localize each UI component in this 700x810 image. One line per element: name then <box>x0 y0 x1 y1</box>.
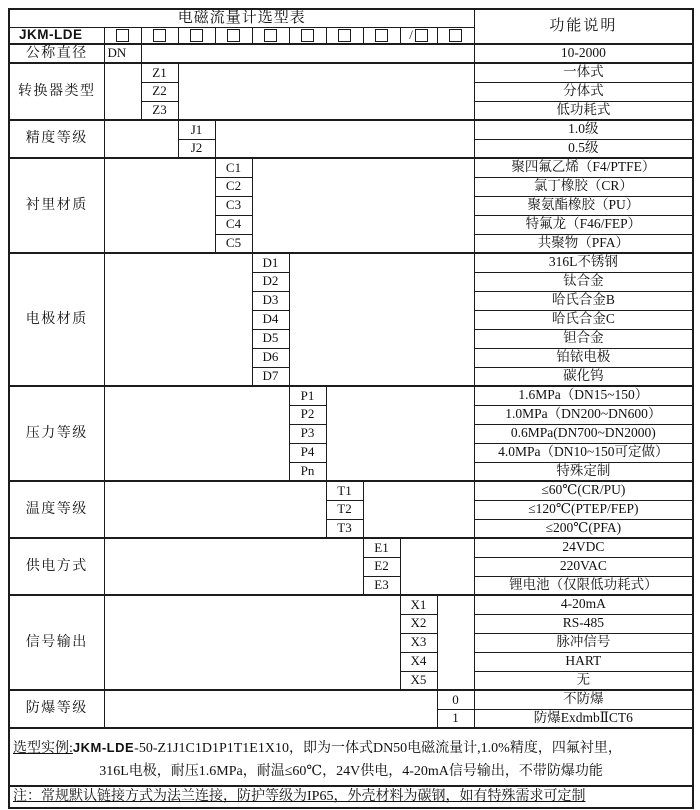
code-x5: X5 <box>400 671 437 690</box>
model-checkbox-2 <box>141 27 178 44</box>
blank-cell <box>437 595 474 690</box>
code-d5: D5 <box>252 329 289 348</box>
code-t3: T3 <box>326 519 363 538</box>
code-pn: Pn <box>289 462 326 481</box>
code-p3: P3 <box>289 424 326 443</box>
model-checkbox-8 <box>363 27 400 44</box>
example-line-1 <box>10 735 692 756</box>
desc-t2: ≤120℃(PTEP/FEP) <box>474 500 693 519</box>
slash-separator: / <box>409 27 413 43</box>
code-z1: Z1 <box>141 63 178 82</box>
model-checkbox-10 <box>437 27 474 44</box>
desc-c2: 氯丁橡胶（CR） <box>474 177 693 196</box>
desc-exp-0: 不防爆 <box>474 690 693 709</box>
checkbox-icon <box>338 29 351 42</box>
code-j1: J1 <box>178 120 215 139</box>
model-checkbox-6 <box>289 27 326 44</box>
desc-pn: 特殊定制 <box>474 462 693 481</box>
blank-cell <box>178 63 474 120</box>
code-x3: X3 <box>400 633 437 652</box>
code-t1: T1 <box>326 481 363 500</box>
blank-cell <box>141 44 474 63</box>
code-d6: D6 <box>252 348 289 367</box>
blank-cell <box>104 386 289 481</box>
blank-cell <box>363 481 474 538</box>
desc-dn: 10-2000 <box>474 44 693 63</box>
desc-z2: 分体式 <box>474 82 693 101</box>
checkbox-icon <box>227 29 240 42</box>
checkbox-icon <box>153 29 166 42</box>
model-label: JKM-LDE <box>9 27 104 44</box>
desc-d2: 钛合金 <box>474 272 693 291</box>
category-dn: 公称直径 <box>9 44 104 63</box>
code-e2: E2 <box>363 557 400 576</box>
code-d1: D1 <box>252 253 289 272</box>
desc-p2: 1.0MPa（DN200~DN600） <box>474 405 693 424</box>
blank-cell <box>104 120 178 158</box>
model-checkbox-9 <box>400 27 437 44</box>
example-model: JKM-LDE <box>72 740 135 756</box>
code-c4: C4 <box>215 215 252 234</box>
category-accuracy: 精度等级 <box>9 120 104 158</box>
category-signal: 信号输出 <box>9 595 104 690</box>
checkbox-icon <box>116 29 129 42</box>
example-line-2: 316L电极，耐压1.6MPa，耐温≤60℃，24V供电，4-20mA信号输出，不带防爆功能 <box>99 763 603 779</box>
blank-cell <box>252 158 474 253</box>
desc-d1: 316L不锈钢 <box>474 253 693 272</box>
desc-z1: 一体式 <box>474 63 693 82</box>
code-x4: X4 <box>400 652 437 671</box>
desc-x2: RS-485 <box>474 614 693 633</box>
code-d3: D3 <box>252 291 289 310</box>
page-title: 电磁流量计选型表 <box>9 9 474 27</box>
code-exp-0: 0 <box>437 690 474 709</box>
desc-p4: 4.0MPa（DN10~150可定做） <box>474 443 693 462</box>
desc-e3: 锂电池（仅限低功耗式） <box>474 576 693 595</box>
code-d2: D2 <box>252 272 289 291</box>
blank-cell <box>326 386 474 481</box>
checkbox-icon <box>375 29 388 42</box>
desc-d3: 哈氏合金B <box>474 291 693 310</box>
desc-x4: HART <box>474 652 693 671</box>
desc-exp-1: 防爆ExdmbⅡCT6 <box>474 709 693 728</box>
category-pressure: 压力等级 <box>9 386 104 481</box>
note-text: 注：常规默认链接方式为法兰连接，防护等级为IP65，外壳材料为碳钢，如有特殊需求可定制 <box>13 789 586 805</box>
category-electrode: 电极材质 <box>9 253 104 386</box>
desc-t3: ≤200℃(PFA) <box>474 519 693 538</box>
note-row <box>9 786 693 808</box>
category-lining: 衬里材质 <box>9 158 104 253</box>
desc-c3: 聚氨酯橡胶（PU） <box>474 196 693 215</box>
desc-x1: 4-20mA <box>474 595 693 614</box>
category-explosion: 防爆等级 <box>9 690 104 728</box>
checkbox-icon <box>264 29 277 42</box>
selection-example <box>9 728 693 786</box>
code-p1: P1 <box>289 386 326 405</box>
example-label: 选型实例: <box>13 741 73 757</box>
desc-p3: 0.6MPa(DN700~DN2000) <box>474 424 693 443</box>
code-exp-1: 1 <box>437 709 474 728</box>
desc-p1: 1.6MPa（DN15~150） <box>474 386 693 405</box>
code-p4: P4 <box>289 443 326 462</box>
code-d7: D7 <box>252 367 289 386</box>
blank-cell <box>289 253 474 386</box>
desc-e1: 24VDC <box>474 538 693 557</box>
code-c3: C3 <box>215 196 252 215</box>
blank-cell <box>215 120 474 158</box>
desc-c4: 特氟龙（F46/FEP） <box>474 215 693 234</box>
blank-cell <box>104 595 400 690</box>
model-checkbox-1 <box>104 27 141 44</box>
code-e1: E1 <box>363 538 400 557</box>
example-text: ，即为一体式DN50电磁流量计,1.0%精度，四氟衬里， <box>288 741 622 757</box>
desc-j2: 0.5级 <box>474 139 693 158</box>
desc-x3: 脉冲信号 <box>474 633 693 652</box>
blank-cell <box>400 538 474 595</box>
code-c2: C2 <box>215 177 252 196</box>
desc-z3: 低功耗式 <box>474 101 693 120</box>
selection-table-sheet <box>8 8 694 809</box>
desc-d4: 哈氏合金C <box>474 310 693 329</box>
code-c5: C5 <box>215 234 252 253</box>
blank-cell <box>104 158 215 253</box>
code-z3: Z3 <box>141 101 178 120</box>
code-c1: C1 <box>215 158 252 177</box>
desc-d5: 钽合金 <box>474 329 693 348</box>
desc-c5: 共聚物（PFA） <box>474 234 693 253</box>
desc-e2: 220VAC <box>474 557 693 576</box>
model-checkbox-4 <box>215 27 252 44</box>
code-z2: Z2 <box>141 82 178 101</box>
desc-t1: ≤60℃(CR/PU) <box>474 481 693 500</box>
code-x2: X2 <box>400 614 437 633</box>
desc-j1: 1.0级 <box>474 120 693 139</box>
code-dn: DN <box>104 44 141 63</box>
function-column-header: 功能说明 <box>474 9 693 44</box>
code-x1: X1 <box>400 595 437 614</box>
model-checkbox-3 <box>178 27 215 44</box>
category-power: 供电方式 <box>9 538 104 595</box>
model-checkbox-7 <box>326 27 363 44</box>
desc-c1: 聚四氟乙烯（F4/PTFE） <box>474 158 693 177</box>
blank-cell <box>104 690 437 728</box>
desc-d6: 铂铱电极 <box>474 348 693 367</box>
desc-x5: 无 <box>474 671 693 690</box>
category-temperature: 温度等级 <box>9 481 104 538</box>
blank-cell <box>104 538 363 595</box>
checkbox-icon <box>449 29 462 42</box>
code-j2: J2 <box>178 139 215 158</box>
desc-d7: 碳化钨 <box>474 367 693 386</box>
checkbox-icon <box>415 29 428 42</box>
code-t2: T2 <box>326 500 363 519</box>
blank-cell <box>104 481 326 538</box>
code-e3: E3 <box>363 576 400 595</box>
model-checkbox-5 <box>252 27 289 44</box>
checkbox-icon <box>301 29 314 42</box>
blank-cell <box>104 253 252 386</box>
checkbox-icon <box>190 29 203 42</box>
code-p2: P2 <box>289 405 326 424</box>
blank-cell <box>104 63 141 120</box>
category-converter: 转换器类型 <box>9 63 104 120</box>
example-code: -50-Z1J1C1D1P1T1E1X10 <box>134 741 289 757</box>
selection-table <box>8 8 694 809</box>
code-d4: D4 <box>252 310 289 329</box>
